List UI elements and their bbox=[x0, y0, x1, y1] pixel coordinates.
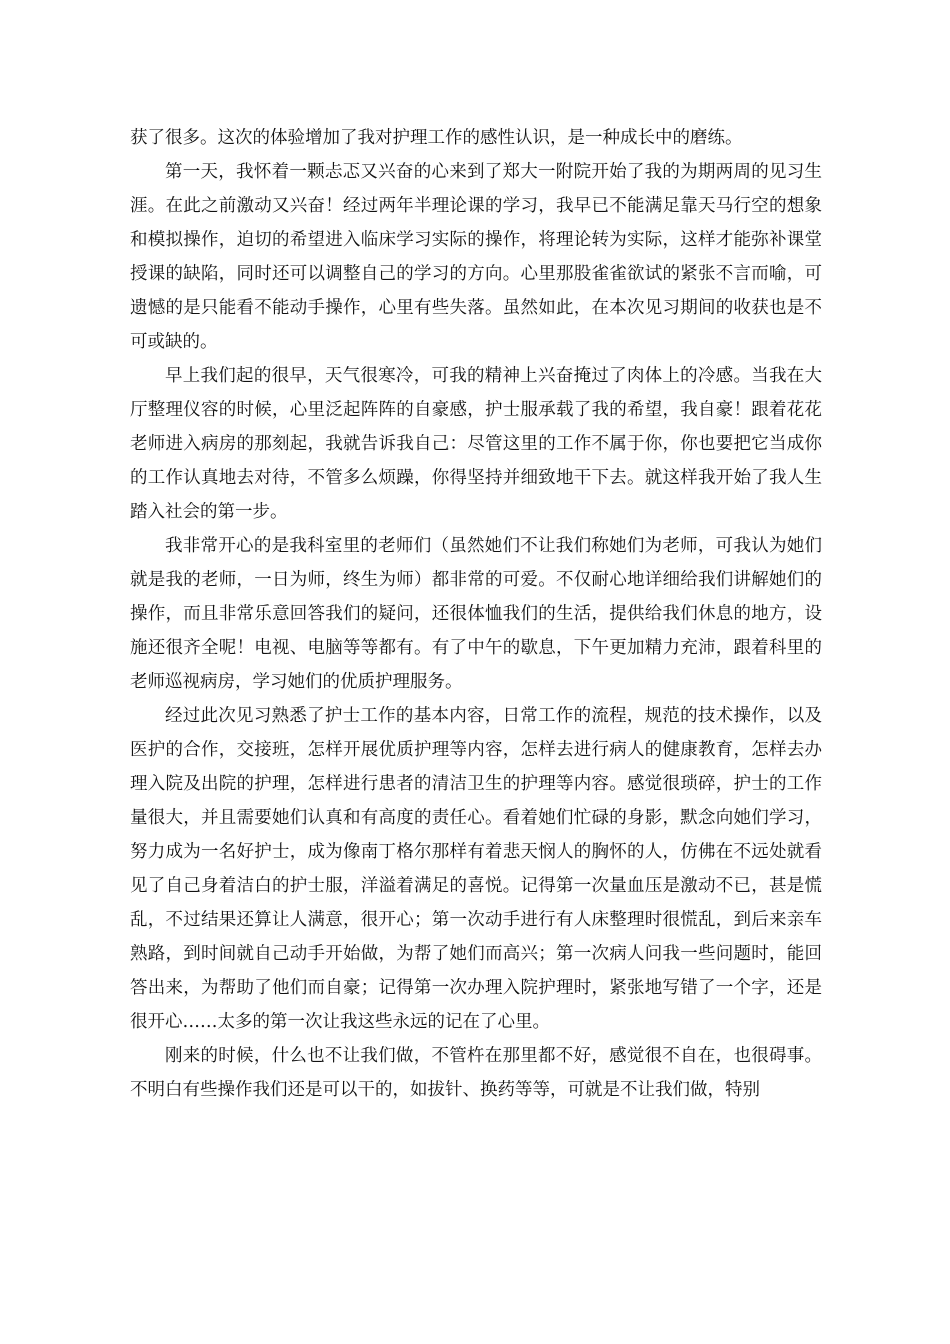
document-body bbox=[130, 121, 822, 1107]
paragraph-first-day: 第一天，我怀着一颗忐忑又兴奋的心来到了郑大一附院开始了我的为期两周的见习生涯。在此之前激动又兴奋！经过两年半理论课的学习，我早已不能满足靠天马行空的想象和模拟操作，迫切的希望进入临床学习实际的操作，将理论转为实际，这样才能弥补课堂授课的缺陷，同时还可以调整自己的学习的方向。心里那股雀雀欲试的紧张不言而喻，可遗憾的是只能看不能动手操作，心里有些失落。虽然如此，在本次见习期间的收获也是不可或缺的。 bbox=[130, 162, 822, 352]
paragraph-morning: 早上我们起的很早，天气很寒冷，可我的精神上兴奋掩过了肉体上的冷感。当我在大厅整理仪容的时候，心里泛起阵阵的自豪感，护士服承载了我的希望，我自豪！跟着花花老师进入病房的那刻起，我就告诉我自己：尽管这里的工作不属于你，你也要把它当成你的工作认真地去对待，不管多么烦躁，你得坚持并细致地干下去。就这样我开始了我人生踏入社会的第一步。 bbox=[130, 366, 822, 522]
paragraph-teachers: 我非常开心的是我科室里的老师们（虽然她们不让我们称她们为老师，可我认为她们就是我的老师，一日为师，终生为师）都非常的可爱。不仅耐心地详细给我们讲解她们的操作，而且非常乐意回答我们的疑问，还很体恤我们的生活，提供给我们休息的地方，设施还很齐全呢！电视、电脑等等都有。有了中午的歇息，下午更加精力充沛，跟着科里的老师巡视病房，学习她们的优质护理服务。 bbox=[130, 536, 822, 692]
paragraph-continued: 获了很多。这次的体验增加了我对护理工作的感性认识，是一种成长中的磨练。 bbox=[130, 128, 743, 148]
paragraph-learning: 经过此次见习熟悉了护士工作的基本内容，日常工作的流程，规范的技术操作，以及医护的合作，交接班，怎样开展优质护理等内容，怎样去进行病人的健康教育，怎样去办理入院及出院的护理，怎样进行患者的清洁卫生的护理等内容。感觉很琐碎，护士的工作量很大，并且需要她们认真和有高度的责任心。看着她们忙碌的身影，默念向她们学习，努力成为一名好护士，成为像南丁格尔那样有着悲天悯人的胸怀的人，仿佛在不远处就看见了自己身着洁白的护士服，洋溢着满足的喜悦。记得第一次量血压是激动不已，甚是慌乱，不过结果还算让人满意，很开心；第一次动手进行有人床整理时很慌乱，到后来亲车熟路，到时间就自己动手开始做，为帮了她们而高兴；第一次病人问我一些问题时，能回答出来，为帮助了他们而自豪；记得第一次办理入院护理时，紧张地写错了一个字，还是很开心……太多的第一次让我这些永远的记在了心里。 bbox=[130, 706, 822, 1032]
paragraph-beginning: 刚来的时候，什么也不让我们做，不管杵在那里都不好，感觉很不自在，也很碍事。不明白有些操作我们还是可以干的，如拔针、换药等等，可就是不让我们做，特别 bbox=[130, 1046, 822, 1100]
